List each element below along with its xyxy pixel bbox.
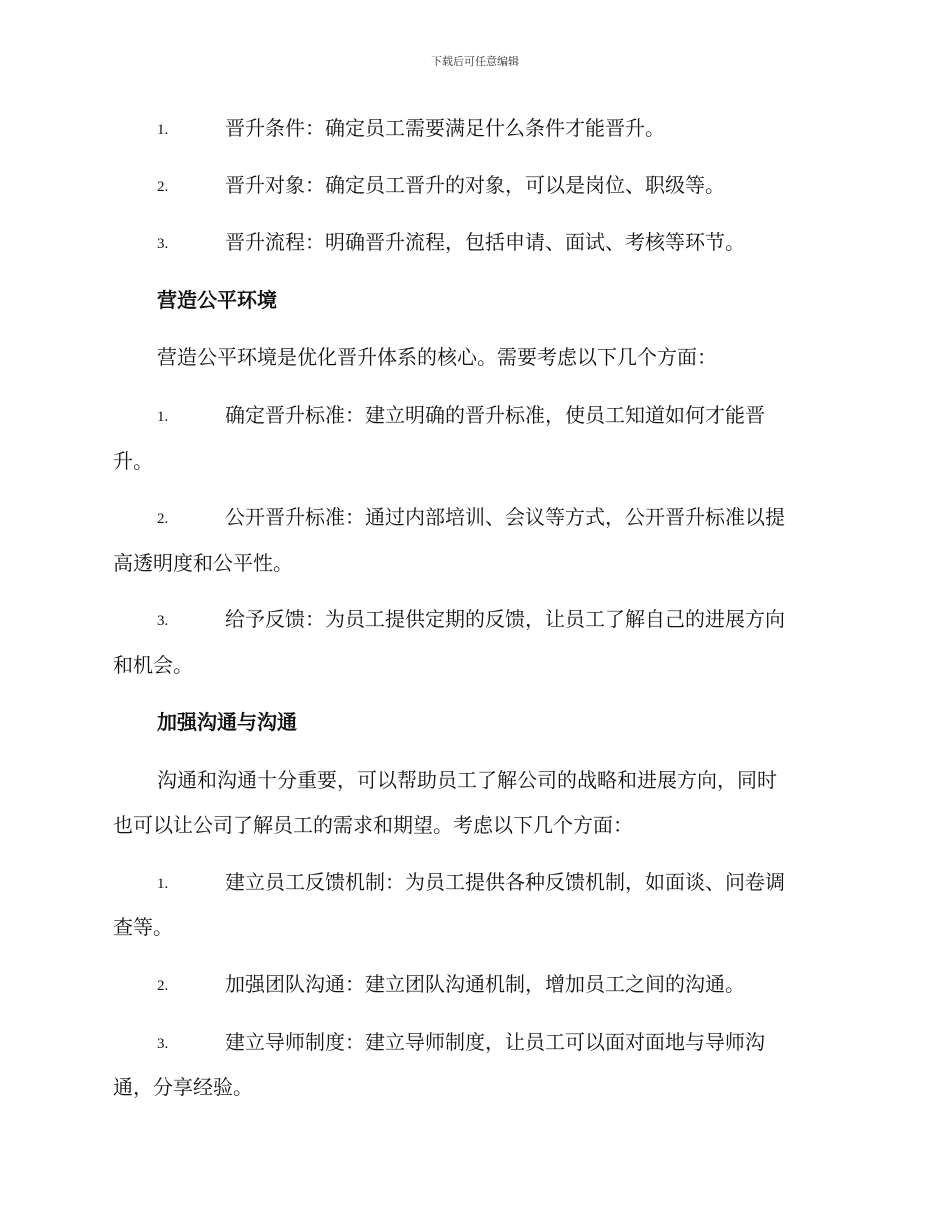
list-item-text: 加强团队沟通：建立团队沟通机制，增加员工之间的沟通。 bbox=[225, 972, 745, 996]
list-item-text: 公开晋升标准：通过内部培训、会议等方式，公开晋升标准以提 bbox=[225, 505, 785, 529]
list-item-text: 确定晋升标准：建立明确的晋升标准，使员工知道如何才能晋 bbox=[225, 403, 765, 427]
list-item-text: 晋升流程：明确晋升流程，包括申请、面试、考核等环节。 bbox=[225, 230, 745, 254]
list-item-text: 给予反馈：为员工提供定期的反馈，让员工了解自己的进展方向 bbox=[225, 607, 785, 631]
list-item-text: 晋升条件：确定员工需要满足什么条件才能晋升。 bbox=[225, 116, 665, 140]
list-item-text: 晋升对象：确定员工晋升的对象，可以是岗位、职级等。 bbox=[225, 173, 725, 197]
list-number: 3. bbox=[157, 236, 169, 252]
page-header: 下载后可任意编辑 bbox=[431, 55, 519, 68]
list-item-continuation: 和机会。 bbox=[113, 653, 193, 677]
list-number: 1. bbox=[157, 122, 169, 138]
list-item-text: 建立员工反馈机制：为员工提供各种反馈机制，如面谈、问卷调 bbox=[225, 870, 785, 894]
paragraph-text: 也可以让公司了解员工的需求和期望。考虑以下几个方面： bbox=[113, 813, 633, 837]
list-number: 3. bbox=[157, 613, 169, 629]
list-item-continuation: 高透明度和公平性。 bbox=[113, 551, 293, 575]
list-item-continuation: 升。 bbox=[113, 449, 153, 473]
paragraph-text: 沟通和沟通十分重要，可以帮助员工了解公司的战略和进展方向，同时 bbox=[157, 768, 777, 792]
list-number: 1. bbox=[157, 409, 169, 425]
section-heading: 营造公平环境 bbox=[157, 288, 277, 312]
list-number: 3. bbox=[157, 1036, 169, 1052]
list-item-text: 建立导师制度：建立导师制度，让员工可以面对面地与导师沟 bbox=[225, 1030, 765, 1054]
section-heading: 加强沟通与沟通 bbox=[157, 710, 297, 734]
list-number: 2. bbox=[157, 978, 169, 994]
list-item-continuation: 通，分享经验。 bbox=[113, 1075, 253, 1099]
list-number: 1. bbox=[157, 876, 169, 892]
list-number: 2. bbox=[157, 511, 169, 527]
paragraph-text: 营造公平环境是优化晋升体系的核心。需要考虑以下几个方面： bbox=[157, 345, 717, 369]
list-number: 2. bbox=[157, 179, 169, 195]
list-item-continuation: 查等。 bbox=[113, 915, 173, 939]
